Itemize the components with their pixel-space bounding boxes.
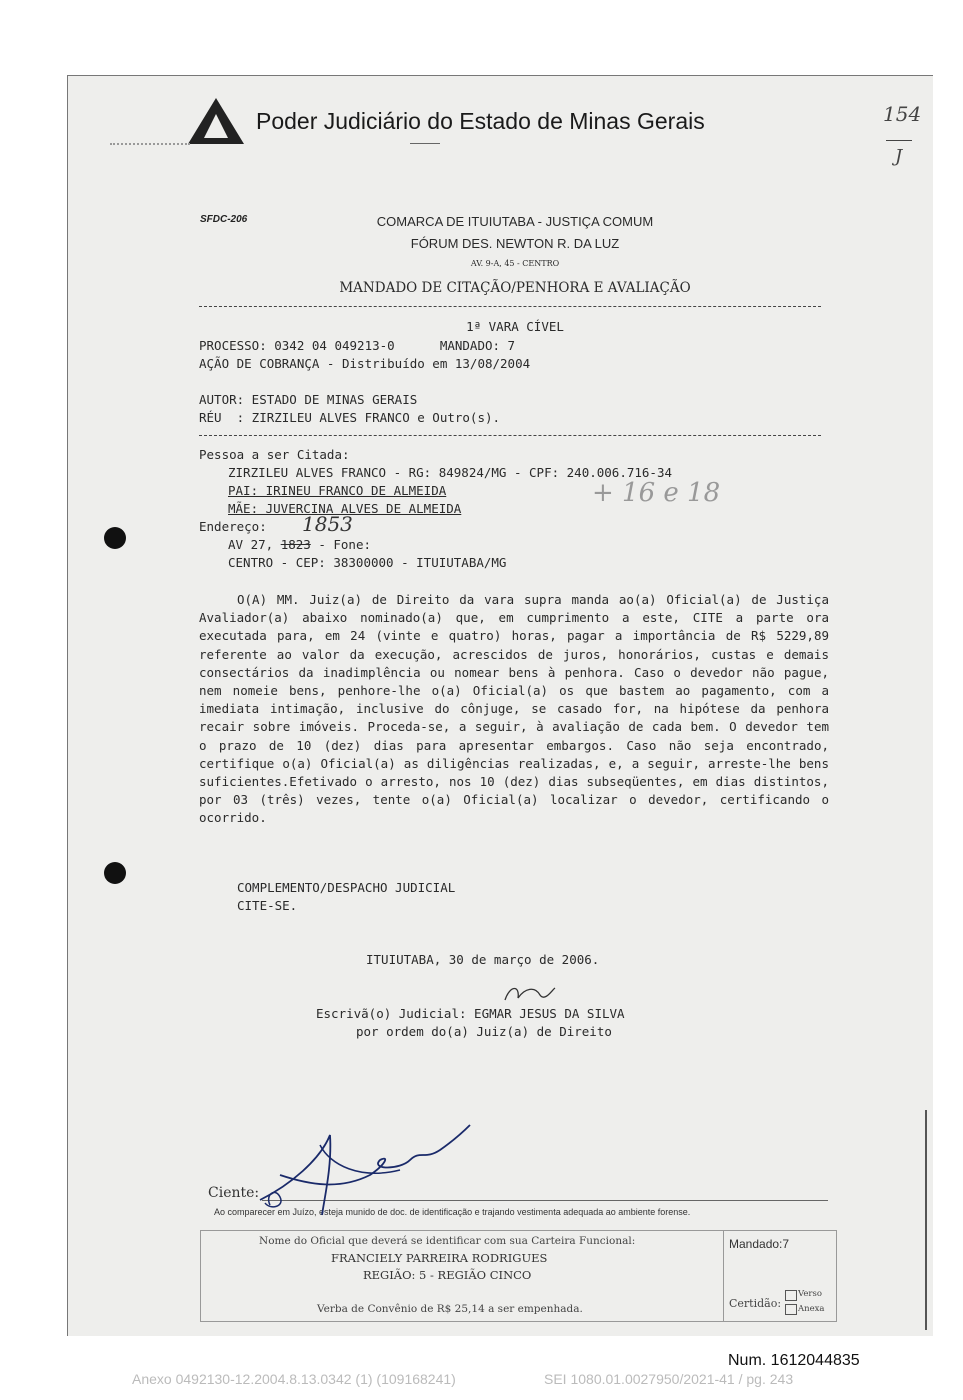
pessoa-label: Pessoa a ser Citada: bbox=[199, 447, 350, 462]
document-number: Num. 1612044835 bbox=[728, 1352, 860, 1369]
mandado-number: Mandado:7 bbox=[729, 1237, 790, 1251]
handwritten-note: + 16 e 18 bbox=[592, 478, 721, 508]
vara: 1ª VARA CÍVEL bbox=[466, 319, 564, 334]
ciente-signature bbox=[250, 1115, 490, 1225]
margin-mark: J bbox=[895, 146, 903, 167]
divider bbox=[199, 435, 821, 436]
footer-anexo: Anexo 0492130-12.2004.8.13.0342 (1) (109168241) bbox=[132, 1371, 456, 1387]
endereco-label: Endereço: bbox=[199, 519, 267, 534]
escriva: Escrivã(o) Judicial: EGMAR JESUS DA SILVA bbox=[316, 1006, 625, 1021]
comarca: COMARCA DE ITUIUTABA - JUSTIÇA COMUM bbox=[376, 214, 654, 229]
verso-label: Verso bbox=[798, 1289, 822, 1299]
certidao-label: Certidão: bbox=[729, 1297, 782, 1310]
ciente-notice: Ao comparecer em Juízo, esteja munido de doc. de identificação e trajando vestimenta adequada ao ambiente forense. bbox=[214, 1207, 691, 1217]
old-street-number: 1823 bbox=[280, 537, 311, 552]
margin-line bbox=[886, 140, 912, 141]
endereco-cep: CENTRO - CEP: 38300000 - ITUIUTABA/MG bbox=[228, 555, 507, 570]
officer-name: FRANCIELY PARREIRA RODRIGUES bbox=[331, 1251, 548, 1265]
handwritten-street-number: 1853 bbox=[302, 512, 353, 536]
binder-hole bbox=[104, 527, 126, 549]
divider bbox=[199, 306, 821, 307]
escriva-signature bbox=[500, 980, 560, 1010]
acao: AÇÃO DE COBRANÇA - Distribuído em 13/08/2004 bbox=[199, 356, 531, 371]
org-title: Poder Judiciário do Estado de Minas Gerais bbox=[256, 108, 705, 134]
scan-mark bbox=[110, 143, 190, 145]
anexa-label: Anexa bbox=[798, 1304, 825, 1314]
endereco-rua: AV 27, 1823 - Fone: bbox=[228, 537, 372, 552]
ordem-juiz: por ordem do(a) Juiz(a) de Direito bbox=[356, 1024, 612, 1039]
verba-convenio: Verba de Convênio de R$ 25,14 a ser empenhada. bbox=[317, 1303, 583, 1315]
officer-caption: Nome do Oficial que deverá se identificar com sua Carteira Funcional: bbox=[259, 1235, 636, 1247]
page-edge bbox=[925, 1110, 927, 1330]
verso-checkbox[interactable] bbox=[785, 1290, 797, 1301]
ciente-label: Ciente: bbox=[208, 1185, 260, 1201]
mandado-body: O(A) MM. Juiz(a) de Direito da vara supra manda ao(a) Oficial(a) de Justiça Avaliador(a) abaixo nominado(a) que, em cumprimento a este, CITE a parte ora executada para, em 24 (vinte e quatro) horas, pagar a importância de R$ 5229,89 referente ao valor da execução, acrescidos de juros, honorários, custas e demais consectários da inadimplência ou nomear bens à penhora. Caso o devedor não pague, nem nomeie bens, penhore-lhe o(a) Oficial(a) os que bastem ao pagamento, com a imediata intimação, inclusive do cônjuge, se casado for, na hipótese da penhora recair sobre imóveis. Proceda-se, a seguir, à avaliação de cada bem. O devedor tem o prazo de 10 (dez) dias para apresentar embargos. Caso não seja encontrado, certifique o(a) Oficial(a) as diligências realizadas, e, a seguir, arreste-lhe bens suficientes.Efetivado o arresto, nos 10 (dez) dias subseqüentes, em dias distintos, por 03 (três) vezes, tente o(a) Oficial(a) localizar o devedor, certificando o ocorrido. bbox=[199, 592, 829, 826]
autor: AUTOR: ESTADO DE MINAS GERAIS bbox=[199, 392, 418, 407]
form-code: SFDC-206 bbox=[200, 214, 248, 225]
cite-se: CITE-SE. bbox=[237, 898, 298, 913]
forum: FÓRUM DES. NEWTON R. DA LUZ bbox=[410, 236, 620, 251]
complemento: COMPLEMENTO/DESPACHO JUDICIAL bbox=[237, 880, 456, 895]
pessoa-mae: MÃE: JUVERCINA ALVES DE ALMEIDA bbox=[228, 501, 462, 516]
margin-page-number: 154 bbox=[883, 102, 922, 126]
forum-address: AV. 9-A, 45 - CENTRO bbox=[470, 259, 560, 268]
pessoa-nome: ZIRZILEU ALVES FRANCO - RG: 849824/MG - CPF: 240.006.716-34 bbox=[228, 465, 673, 480]
place-date: ITUIUTABA, 30 de março de 2006. bbox=[366, 952, 600, 967]
binder-hole bbox=[104, 862, 126, 884]
officer-region: REGIÃO: 5 - REGIÃO CINCO bbox=[363, 1268, 532, 1282]
pessoa-pai: PAI: IRINEU FRANCO DE ALMEIDA bbox=[228, 483, 447, 498]
processo: PROCESSO: 0342 04 049213-0 MANDADO: 7 bbox=[199, 338, 516, 353]
footer-sei: SEI 1080.01.0027950/2021-41 / pg. 243 bbox=[544, 1371, 794, 1387]
officer-box bbox=[200, 1230, 837, 1322]
anexa-checkbox[interactable] bbox=[785, 1304, 797, 1315]
logo-underline bbox=[410, 143, 440, 144]
document-title: MANDADO DE CITAÇÃO/PENHORA E AVALIAÇÃO bbox=[339, 280, 691, 296]
reu: RÉU : ZIRZILEU ALVES FRANCO e Outro(s). bbox=[199, 410, 501, 425]
